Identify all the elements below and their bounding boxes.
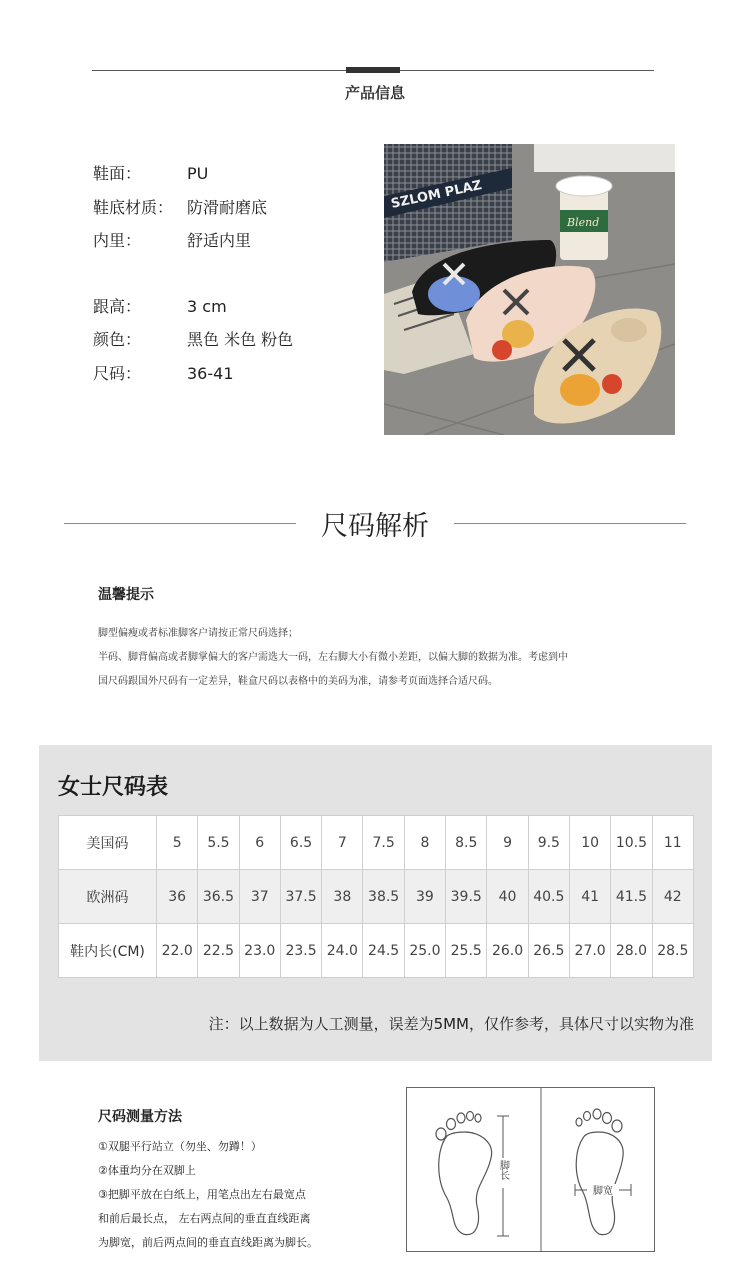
table-cell: 42 bbox=[652, 870, 693, 924]
table-cell: 38.5 bbox=[363, 870, 404, 924]
spec-row-lining bbox=[93, 228, 251, 251]
table-cell: 25.5 bbox=[446, 924, 487, 978]
table-cell: 37 bbox=[239, 870, 280, 924]
tote-bag-text: SZLOM PLAZ bbox=[389, 178, 484, 212]
spec-label: 颜色： bbox=[93, 330, 142, 349]
table-cell: 41 bbox=[569, 870, 610, 924]
table-cell: 24.0 bbox=[322, 924, 363, 978]
table-cell: 9 bbox=[487, 816, 528, 870]
tip-line: 脚型偏瘦或者标准脚客户请按正常尺码选择； bbox=[98, 628, 298, 639]
table-cell: 6 bbox=[239, 816, 280, 870]
table-row-us bbox=[59, 816, 694, 870]
spec-value: 3 cm bbox=[187, 297, 227, 316]
table-cell: 6.5 bbox=[280, 816, 321, 870]
measure-step: ②体重均分在双脚上 bbox=[98, 1164, 196, 1177]
size-table-note: 注：以上数据为人工测量，误差为5MM，仅作参考，具体尺寸以实物为准 bbox=[208, 1015, 694, 1033]
header-divider-accent bbox=[346, 67, 400, 73]
measure-title: 尺码测量方法 bbox=[98, 1109, 182, 1125]
table-cell: 39 bbox=[404, 870, 445, 924]
table-cell: 5.5 bbox=[198, 816, 239, 870]
spec-value: 舒适内里 bbox=[187, 231, 252, 250]
measure-step: ①双腿平行站立（勿坐、勿蹲！） bbox=[98, 1140, 262, 1153]
table-cell: 39.5 bbox=[446, 870, 487, 924]
table-cell: 11 bbox=[652, 816, 693, 870]
spec-value: 防滑耐磨底 bbox=[187, 198, 268, 217]
spec-row-color bbox=[93, 327, 293, 350]
table-cell: 7 bbox=[322, 816, 363, 870]
table-row-length bbox=[59, 924, 694, 978]
cup-label-text: Blend bbox=[567, 216, 600, 229]
table-cell: 40.5 bbox=[528, 870, 569, 924]
foot-width-label: 脚宽 bbox=[593, 1186, 613, 1197]
table-row-eu bbox=[59, 870, 694, 924]
spec-label: 鞋底材质： bbox=[93, 198, 174, 217]
table-cell: 36.5 bbox=[198, 870, 239, 924]
table-cell: 38 bbox=[322, 870, 363, 924]
row-header: 鞋内长(CM) bbox=[59, 924, 157, 978]
tip-line: 国尺码跟国外尺码有一定差异，鞋盒尺码以表格中的美码为准，请参考页面选择合适尺码。 bbox=[98, 676, 498, 687]
tips-title: 温馨提示 bbox=[98, 587, 154, 603]
spec-label: 鞋面： bbox=[93, 164, 142, 183]
spec-row-sole bbox=[93, 195, 267, 218]
table-cell: 22.5 bbox=[198, 924, 239, 978]
table-cell: 36 bbox=[157, 870, 198, 924]
table-cell: 25.0 bbox=[404, 924, 445, 978]
foot-length-label: 脚长 bbox=[497, 1160, 509, 1180]
row-header: 欧洲码 bbox=[59, 870, 157, 924]
spec-label: 内里： bbox=[93, 231, 142, 250]
section-title-product-info: 产品信息 bbox=[344, 84, 405, 102]
spec-value: PU bbox=[187, 164, 209, 183]
table-cell: 26.5 bbox=[528, 924, 569, 978]
spec-row-upper bbox=[93, 161, 208, 184]
table-cell: 8 bbox=[404, 816, 445, 870]
table-cell: 10.5 bbox=[611, 816, 652, 870]
row-header: 美国码 bbox=[59, 816, 157, 870]
spec-label: 跟高： bbox=[93, 297, 142, 316]
spec-row-size bbox=[93, 361, 234, 384]
table-cell: 40 bbox=[487, 870, 528, 924]
table-cell: 10 bbox=[569, 816, 610, 870]
foot-length-icon bbox=[436, 1112, 492, 1235]
section-title-size-analysis: 尺码解析 bbox=[321, 511, 429, 542]
table-cell: 5 bbox=[157, 816, 198, 870]
table-cell: 23.0 bbox=[239, 924, 280, 978]
spec-value: 黑色 米色 粉色 bbox=[187, 330, 294, 349]
table-cell: 7.5 bbox=[363, 816, 404, 870]
tip-line: 半码、脚背偏高或者脚掌偏大的客户需选大一码，左右脚大小有微小差距，以偏大脚的数据为准。考虑到中 bbox=[98, 652, 568, 663]
measure-step: 和前后最长点， 左右两点间的垂直直线距离 bbox=[98, 1212, 311, 1225]
table-cell: 41.5 bbox=[611, 870, 652, 924]
table-cell: 37.5 bbox=[280, 870, 321, 924]
spec-row-heel bbox=[93, 294, 227, 317]
table-cell: 22.0 bbox=[157, 924, 198, 978]
spec-value: 36-41 bbox=[187, 364, 234, 383]
size-table bbox=[58, 815, 694, 978]
table-cell: 23.5 bbox=[280, 924, 321, 978]
table-cell: 28.0 bbox=[611, 924, 652, 978]
table-cell: 28.5 bbox=[652, 924, 693, 978]
foot-diagram bbox=[406, 1087, 655, 1252]
table-cell: 24.5 bbox=[363, 924, 404, 978]
spec-label: 尺码： bbox=[93, 364, 142, 383]
table-cell: 27.0 bbox=[569, 924, 610, 978]
table-cell: 9.5 bbox=[528, 816, 569, 870]
table-cell: 8.5 bbox=[446, 816, 487, 870]
size-chart-title: 女士尺码表 bbox=[58, 775, 169, 800]
measure-step: ③把脚平放在白纸上，用笔点出左右最宽点 bbox=[98, 1188, 306, 1201]
measure-step: 为脚宽，前后两点间的垂直直线距离为脚长。 bbox=[98, 1236, 318, 1249]
table-cell: 26.0 bbox=[487, 924, 528, 978]
foot-width-icon bbox=[576, 1109, 623, 1235]
product-photo bbox=[384, 144, 675, 435]
